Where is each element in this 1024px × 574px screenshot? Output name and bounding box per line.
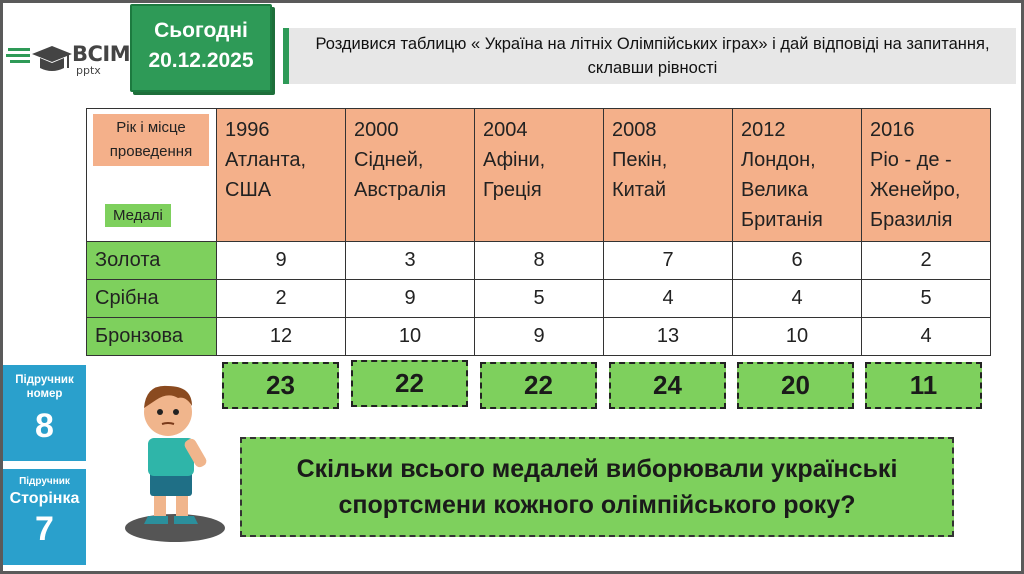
year-header — [862, 109, 991, 242]
table-cell: 4 — [733, 280, 862, 318]
table-cell: 9 — [217, 242, 346, 280]
table-row-gold — [87, 242, 991, 280]
year-header-text: 2000 Сідней, Австралія — [354, 119, 447, 201]
olympics-table — [86, 108, 991, 356]
year-header — [346, 109, 475, 242]
corner-place-label: Рік і місце проведення — [93, 114, 209, 166]
total-box: 20 — [737, 362, 854, 409]
table-header-row — [87, 109, 991, 242]
table-cell: 5 — [862, 280, 991, 318]
corner-cell — [87, 109, 217, 242]
year-header-text: 2004 Афіни, Греція — [483, 119, 546, 201]
table-cell: 13 — [604, 318, 733, 356]
year-header-text: 2016 Ріо - де - Женейро, Бразилія — [870, 119, 961, 231]
textbook-number-label: Підручник номер — [15, 374, 74, 400]
year-header-text: 2008 Пекін, Китай — [612, 119, 668, 201]
total-box: 22 — [480, 362, 597, 409]
table-cell: 12 — [217, 318, 346, 356]
page-label: Сторінка — [9, 490, 80, 507]
table-cell: 4 — [862, 318, 991, 356]
total-box: 11 — [865, 362, 982, 409]
table-cell: 5 — [475, 280, 604, 318]
year-header — [733, 109, 862, 242]
table-row-bronze — [87, 318, 991, 356]
row-label: Бронзова — [87, 318, 217, 356]
textbook-number: 8 — [35, 407, 54, 445]
textbook-number-box — [3, 365, 86, 461]
corner-medal-label: Медалі — [105, 204, 171, 227]
table-cell: 9 — [346, 280, 475, 318]
date-value: 20.12.2025 — [148, 49, 254, 72]
graduation-cap-icon — [6, 40, 72, 80]
table-cell: 3 — [346, 242, 475, 280]
table-cell: 9 — [475, 318, 604, 356]
year-header-text: 1996 Атланта, США — [225, 119, 307, 201]
table-cell: 2 — [862, 242, 991, 280]
table-cell: 10 — [346, 318, 475, 356]
question-box: Скільки всього медалей виборювали українські спортсмени кожного олімпійського року? — [240, 437, 954, 537]
table-cell: 10 — [733, 318, 862, 356]
year-header-text: 2012 Лондон, Велика Британія — [741, 119, 823, 231]
logo-brand: ВСІМ — [72, 42, 131, 66]
logo-sub: pptx — [76, 64, 101, 77]
row-label: Срібна — [87, 280, 217, 318]
date-label: Сьогодні — [154, 19, 248, 42]
total-box: 22 — [351, 360, 468, 407]
table-cell: 8 — [475, 242, 604, 280]
logo — [6, 40, 136, 80]
table-row-silver — [87, 280, 991, 318]
total-box: 24 — [609, 362, 726, 409]
task-banner: Роздивися таблицю « Україна на літніх Олімпійських іграх» і дай відповіді на запитання, склавши рівності — [283, 28, 1016, 84]
table-cell: 2 — [217, 280, 346, 318]
page-label-top: Підручник — [19, 476, 70, 487]
thinking-boy-illustration — [120, 378, 230, 544]
table-cell: 7 — [604, 242, 733, 280]
table-cell: 4 — [604, 280, 733, 318]
table-cell: 6 — [733, 242, 862, 280]
date-box — [130, 4, 272, 92]
page-number-box — [3, 469, 86, 565]
row-label: Золота — [87, 242, 217, 280]
page-number: 7 — [35, 510, 54, 548]
year-header — [217, 109, 346, 242]
total-box: 23 — [222, 362, 339, 409]
year-header — [475, 109, 604, 242]
year-header — [604, 109, 733, 242]
